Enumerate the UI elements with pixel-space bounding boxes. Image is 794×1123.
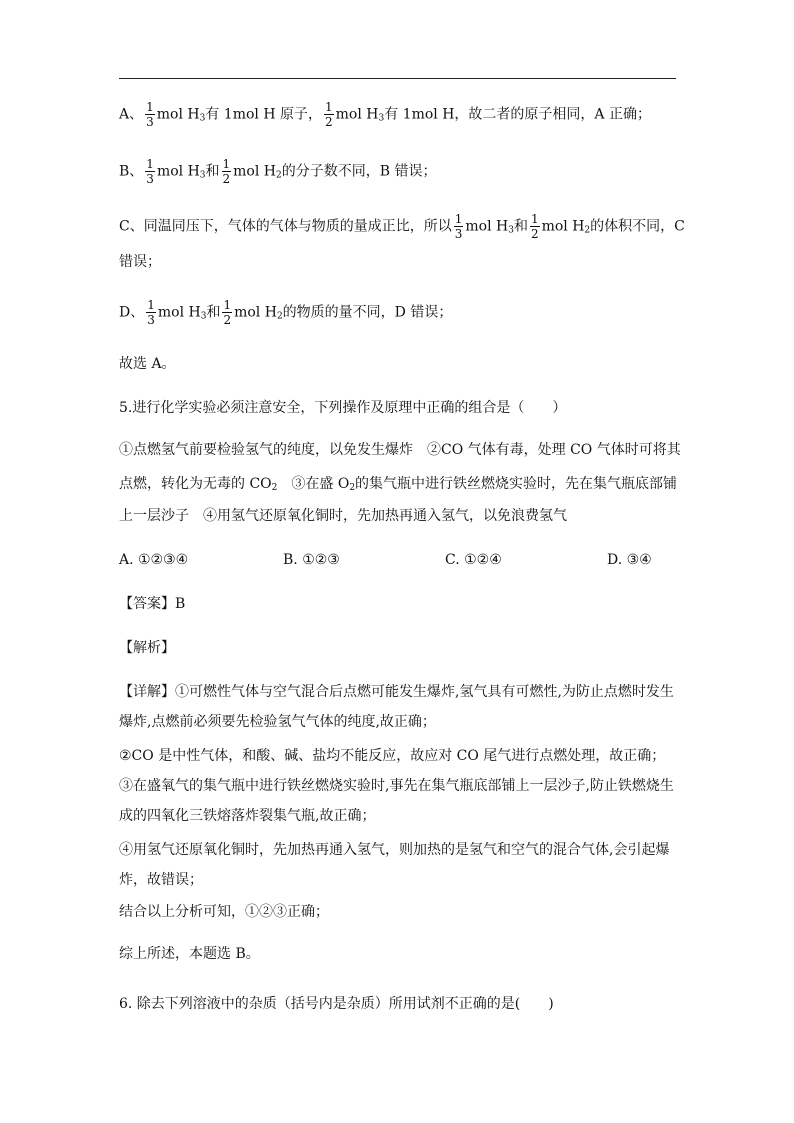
header-rule (119, 78, 676, 79)
detail-line-6: ④用氢气还原氧化铜时，先加热再通入氢气，则加热的是氢气和空气的混合气体,会引起爆 (119, 842, 670, 858)
question-5-stem: 5.进行化学实验必须注意安全，下列操作及原理中正确的组合是（ ） (119, 400, 567, 416)
answer-label: 【答案】B (119, 596, 186, 612)
question-5-statement-line3: 上一层沙子 ④用氢气还原氧化铜时，先加热再通入氢气，以免浪费氢气 (119, 508, 567, 524)
detail-line-7: 炸，故错误； (119, 872, 203, 888)
fraction-one-third: $\frac{1}{3}$ (146, 100, 154, 129)
choice-b: B. ①②③ (283, 552, 340, 568)
fraction-one-third: $\frac{1}{3}$ (146, 157, 154, 186)
question-6-stem: 6. 除去下列溶液中的杂质（括号内是杂质）所用试剂不正确的是( ) (119, 996, 554, 1012)
question-5-statement-line1: ①点燃氢气前要检验氢气的纯度，以免发生爆炸 ②CO 气体有毒，处理 CO 气体时可将其 (119, 442, 681, 458)
option-d-explanation: D、 $\frac{1}{3}$ mol $H_3$和 $\frac{1}{2}$ mol $H_2$的物质的量不同，D 错误； (119, 298, 453, 327)
fraction-one-half: $\frac{1}{2}$ (222, 157, 231, 186)
choice-c: C. ①②④ (445, 552, 502, 568)
choice-d: D. ③④ (607, 552, 652, 568)
option-c-explanation: C、同温同压下，气体的气体与物质的量成正比，所以 $\frac{1}{3}$ mol $H_3$和 $\frac{1}{2}$ mol $H_2$的体积不同，C (119, 212, 685, 241)
detail-line-2: 爆炸,点燃前必须要先检验氢气气体的纯度,故正确； (119, 714, 436, 730)
summary-line: 综上所述，本题选 B。 (119, 946, 260, 962)
option-c-explanation-cont: 错误； (119, 254, 161, 270)
option-b-explanation: B、 $\frac{1}{3}$ mol $H_3$和 $\frac{1}{2}$ mol $H_2$的分子数不同，B 错误； (119, 157, 437, 186)
line-label: A、 (119, 106, 144, 123)
detail-line-8: 结合以上分析可知，①②③正确； (119, 904, 329, 920)
choice-a: A. ①②③④ (119, 552, 189, 568)
fraction-one-third: $\frac{1}{3}$ (454, 212, 463, 241)
fraction-one-half: $\frac{1}{2}$ (325, 100, 333, 129)
fraction-one-half: $\frac{1}{2}$ (530, 212, 539, 241)
analysis-label: 【解析】 (119, 640, 175, 656)
detail-line-5: 成的四氧化三铁熔落炸裂集气瓶,故正确； (119, 808, 376, 824)
question-5-statement-line2: 点燃，转化为无毒的 $CO_2$ ③在盛 $O_2$的集气瓶中进行铁丝燃烧实验时，先在集气瓶底部铺 (119, 476, 678, 493)
detail-line-4: ③在盛氧气的集气瓶中进行铁丝燃烧实验时,事先在集气瓶底部铺上一层沙子,防止铁燃烧生 (119, 778, 674, 794)
conclusion-text: 故选 A。 (119, 356, 176, 372)
detail-line-3: ②CO 是中性气体，和酸、碱、盐均不能反应，故应对 CO 尾气进行点燃处理，故正确； (119, 748, 666, 764)
detail-line-1: 【详解】①可燃性气体与空气混合后点燃可能发生爆炸,氢气具有可燃性,为防止点燃时发生 (119, 684, 674, 700)
fraction-one-half: $\frac{1}{2}$ (223, 298, 232, 327)
fraction-one-third: $\frac{1}{3}$ (147, 298, 155, 327)
option-a-explanation: A、 $\frac{1}{3}$ mol $H_3$有 1mol H 原子， $\frac{1}{2}$ mol $H_3$有 1mol H，故二者的原子相同，A 正确； (119, 100, 651, 129)
